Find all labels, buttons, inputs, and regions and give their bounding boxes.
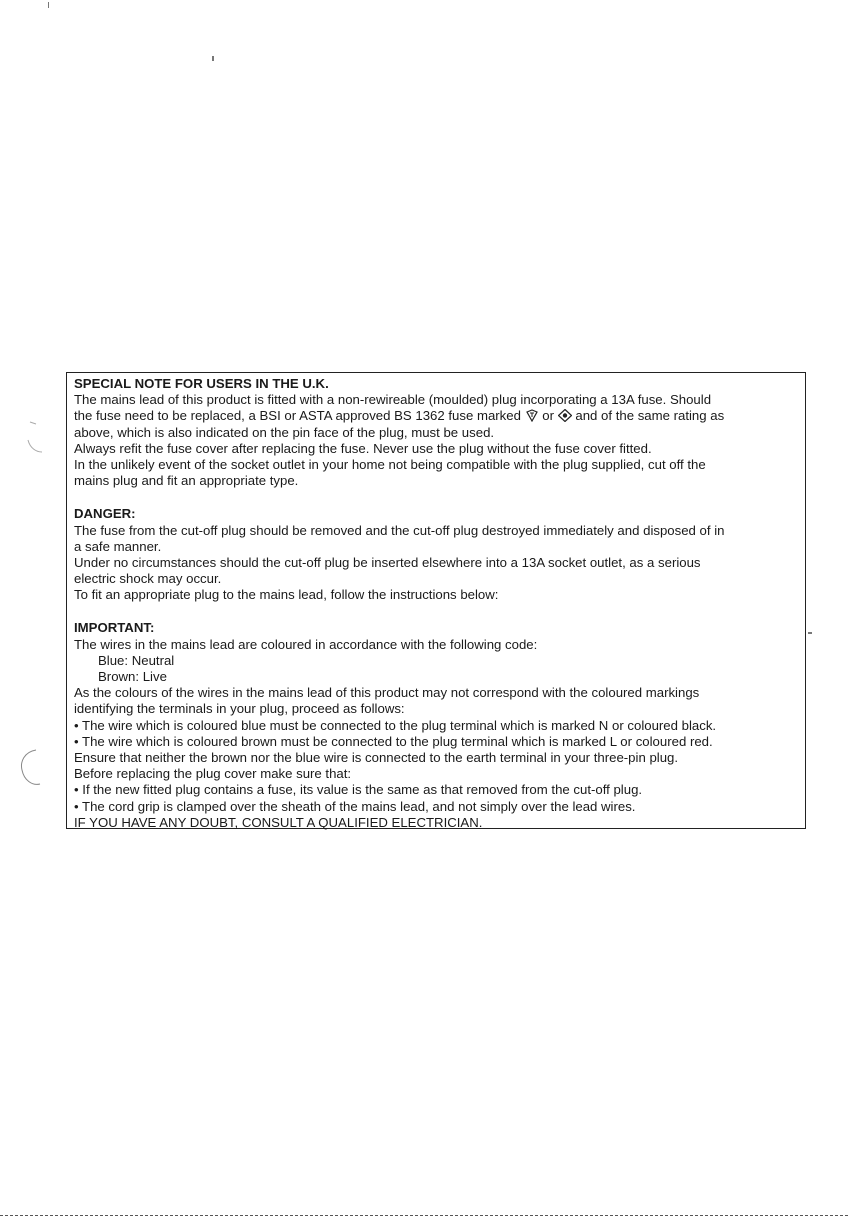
uk-plug-notice (74, 376, 804, 831)
bullet-blue-wire: • The wire which is coloured blue must be connected to the plug terminal which is marked N or coloured black. (74, 717, 717, 733)
electrician-warning: IF YOU HAVE ANY DOUBT, CONSULT A QUALIFIED ELECTRICIAN. (74, 814, 483, 830)
danger-line: To fit an appropriate plug to the mains lead, follow the instructions below: (74, 587, 499, 603)
scan-speck (212, 56, 214, 61)
wire-code-brown: Brown: Live (98, 669, 167, 684)
bullet-cord-grip: • The cord grip is clamped over the sheath of the mains lead, and not simply over the lead wires. (74, 798, 636, 814)
intro-line: In the unlikely event of the socket outlet in your home not being compatible with the plug supplied, cut off the (74, 456, 706, 472)
important-line: Before replacing the plug cover make sure that: (74, 766, 352, 782)
danger-line: electric shock may occur. (74, 571, 222, 587)
important-heading: IMPORTANT: (74, 620, 155, 636)
scan-speck (48, 2, 49, 8)
intro-line: The mains lead of this product is fitted with a non-rewireable (moulded) plug incorporating a 13A fuse. Should (74, 392, 712, 408)
asta-mark-icon (558, 409, 572, 422)
scan-speck (808, 632, 812, 634)
danger-line: Under no circumstances should the cut-off plug be inserted elsewhere into a 13A socket outlet, as a serious (74, 554, 701, 570)
danger-heading: DANGER: (74, 506, 136, 522)
bsi-kitemark-icon (525, 409, 539, 422)
wire-code-blue: Blue: Neutral (98, 652, 175, 668)
scan-punch-hole-mark-upper (26, 418, 50, 458)
intro-line: mains plug and fit an appropriate type. (74, 473, 299, 489)
notice-title: SPECIAL NOTE FOR USERS IN THE U.K. (74, 376, 329, 391)
important-line: The wires in the mains lead are coloured in accordance with the following code: (74, 636, 538, 652)
scan-bottom-edge (0, 1215, 848, 1216)
important-line: identifying the terminals in your plug, proceed as follows: (74, 701, 405, 717)
bullet-fuse-check: • If the new fitted plug contains a fuse, its value is the same as that removed from the cut-off plug. (74, 782, 643, 798)
danger-line: The fuse from the cut-off plug should be removed and the cut-off plug destroyed immediately and disposed of in (74, 522, 725, 538)
intro-line-with-marks: the fuse need to be replaced, a BSI or ASTA approved BS 1362 fuse marked or and of the same rating as (74, 408, 725, 424)
scan-punch-hole-mark (18, 748, 42, 788)
danger-line: a safe manner. (74, 538, 162, 554)
important-line: Ensure that neither the brown nor the blue wire is connected to the earth terminal in your three-pin plug. (74, 749, 679, 765)
intro-line: Always refit the fuse cover after replacing the fuse. Never use the plug without the fuse cover fitted. (74, 440, 652, 456)
intro-line: above, which is also indicated on the pin face of the plug, must be used. (74, 424, 495, 440)
bullet-brown-wire: • The wire which is coloured brown must be connected to the plug terminal which is marked L or coloured red. (74, 733, 713, 749)
important-line: As the colours of the wires in the mains lead of this product may not correspond with the coloured markings (74, 685, 700, 701)
